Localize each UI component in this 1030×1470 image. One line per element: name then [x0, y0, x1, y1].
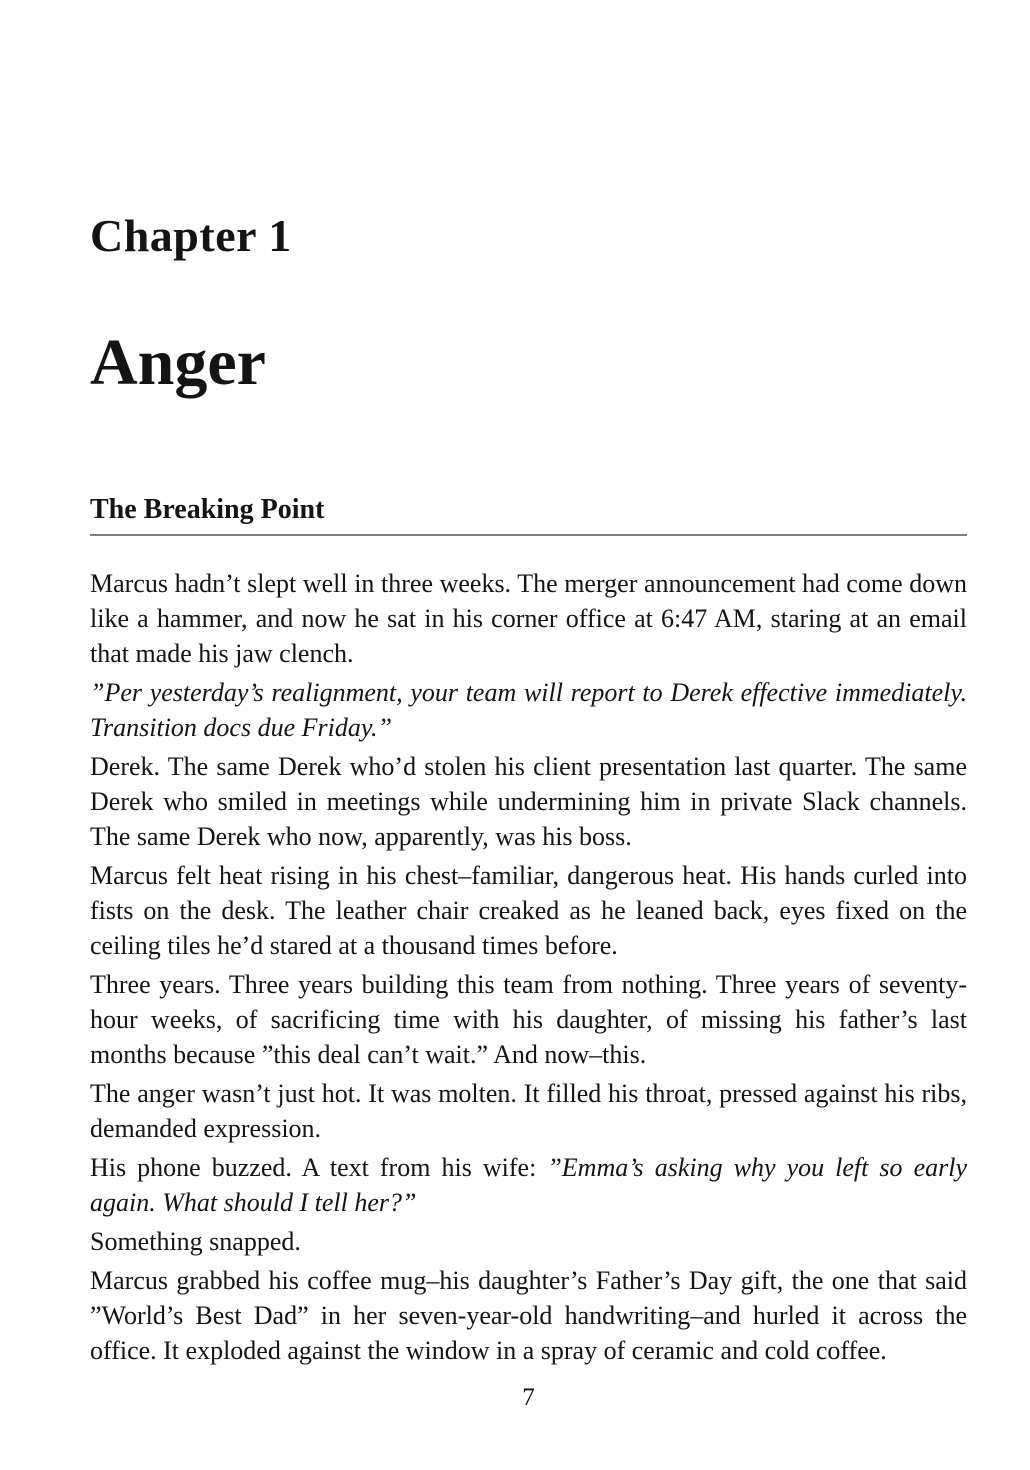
- paragraph: [90, 1224, 967, 1259]
- paragraph-segment: Three years. Three years building this team from nothing. Three years of seventy-hour weeks, of sacrificing time with his daughter, of missing his father’s last months because ”this deal can’t wait.” And now–this.: [90, 970, 967, 1070]
- paragraph-italic-segment: ”Per yesterday’s realignment, your team will report to Derek effective immediately. Transition docs due Friday.”: [90, 678, 967, 743]
- paragraph-italic-segment: ”Emma’s asking why you left so early again. What should I tell her?”: [90, 1153, 967, 1218]
- paragraph: [90, 858, 967, 963]
- chapter-title: Anger: [90, 325, 266, 399]
- paragraph-segment: Something snapped.: [90, 1227, 301, 1257]
- chapter-label: Chapter 1: [90, 210, 292, 261]
- paragraph: [90, 967, 967, 1072]
- paragraph-segment: Marcus hadn’t slept well in three weeks. The merger announcement had come down like a hammer, and now he sat in his corner office at 6:47 AM, staring at an email that made his jaw clench.: [90, 569, 967, 669]
- paragraph: [90, 566, 967, 671]
- paragraph: [90, 749, 967, 854]
- paragraph: [90, 1150, 967, 1220]
- paragraph: [90, 1076, 967, 1146]
- paragraph-segment: Marcus felt heat rising in his chest–familiar, dangerous heat. His hands curled into fists on the desk. The leather chair creaked as he leaned back, eyes fixed on the ceiling tiles he’d stared at a thousand times before.: [90, 861, 967, 961]
- paragraph: [90, 1263, 967, 1368]
- section-rule: [90, 534, 967, 536]
- paragraph-segment: Derek. The same Derek who’d stolen his client presentation last quarter. The same Derek who smiled in meetings while undermining him in private Slack channels. The same Derek who now, apparently, was his boss.: [90, 752, 967, 852]
- paragraph-segment: His phone buzzed. A text from his wife:: [90, 1153, 548, 1183]
- paragraph-segment: Marcus grabbed his coffee mug–his daughter’s Father’s Day gift, the one that said ”World’s Best Dad” in her seven-year-old handwriting–and hurled it across the office. It exploded against the window in a spray of ceramic and cold coffee.: [90, 1266, 967, 1366]
- body-text: [90, 566, 967, 1368]
- page-number: 7: [522, 1384, 535, 1412]
- paragraph: [90, 675, 967, 745]
- section-heading: The Breaking Point: [90, 493, 325, 525]
- paragraph-segment: The anger wasn’t just hot. It was molten. It filled his throat, pressed against his ribs, demanded expression.: [90, 1079, 967, 1144]
